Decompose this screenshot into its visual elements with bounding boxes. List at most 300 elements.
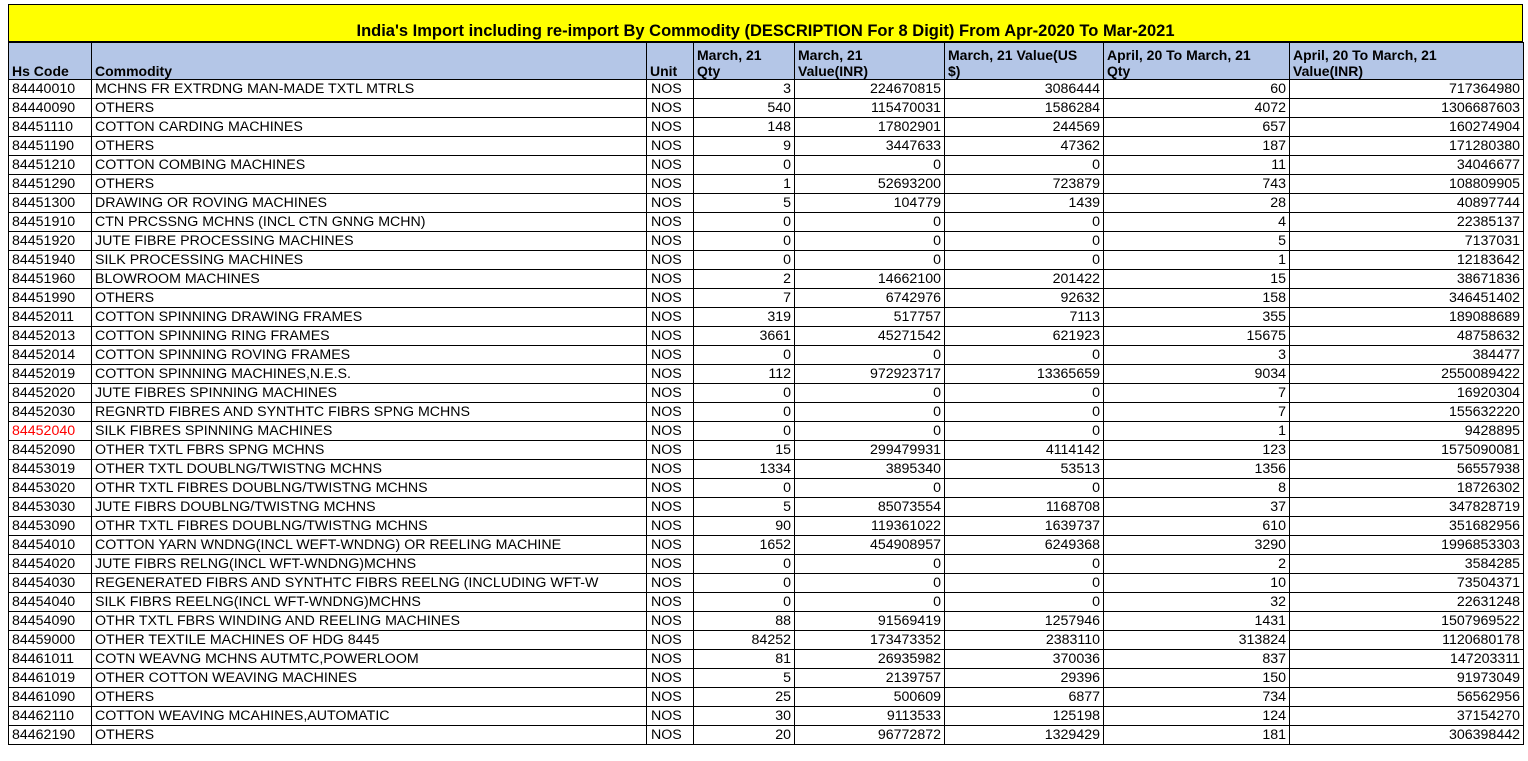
commodity-cell[interactable]: OTHER TEXTILE MACHINES OF HDG 8445	[92, 631, 647, 650]
ytd-value-inr-cell[interactable]: 155632220	[1290, 403, 1524, 422]
hs-code-cell[interactable]: 84440090	[9, 99, 92, 118]
ytd-value-inr-cell[interactable]: 56562956	[1290, 688, 1524, 707]
hs-code-cell[interactable]: 84452090	[9, 441, 92, 460]
march-qty-cell[interactable]: 1	[694, 175, 795, 194]
march-value-usd-cell[interactable]: 92632	[945, 289, 1104, 308]
march-qty-cell[interactable]: 319	[694, 308, 795, 327]
hs-code-cell[interactable]: 84452011	[9, 308, 92, 327]
march-qty-cell[interactable]: 25	[694, 688, 795, 707]
unit-cell[interactable]: NOS	[647, 555, 694, 574]
ytd-value-inr-cell[interactable]: 1575090081	[1290, 441, 1524, 460]
march-value-inr-cell[interactable]: 6742976	[795, 289, 945, 308]
unit-cell[interactable]: NOS	[647, 194, 694, 213]
commodity-cell[interactable]: OTHR TXTL FIBRES DOUBLNG/TWISTNG MCHNS	[92, 479, 647, 498]
march-value-usd-cell[interactable]: 125198	[945, 707, 1104, 726]
march-value-usd-cell[interactable]: 6249368	[945, 536, 1104, 555]
spreadsheet	[8, 4, 1523, 745]
hs-code-cell[interactable]: 84451960	[9, 270, 92, 289]
ytd-qty-cell[interactable]: 15675	[1104, 327, 1290, 346]
header-march-qty[interactable]: March, 21 Qty	[694, 43, 795, 80]
ytd-qty-cell[interactable]: 8	[1104, 479, 1290, 498]
march-value-usd-cell[interactable]: 13365659	[945, 365, 1104, 384]
hs-code-cell[interactable]: 84452030	[9, 403, 92, 422]
ytd-value-inr-cell[interactable]: 37154270	[1290, 707, 1524, 726]
hs-code-cell[interactable]: 84453030	[9, 498, 92, 517]
march-qty-cell[interactable]: 0	[694, 384, 795, 403]
unit-cell[interactable]: NOS	[647, 688, 694, 707]
march-qty-cell[interactable]: 81	[694, 650, 795, 669]
march-value-usd-cell[interactable]: 201422	[945, 270, 1104, 289]
hs-code-cell[interactable]: 84453090	[9, 517, 92, 536]
march-value-inr-cell[interactable]: 2139757	[795, 669, 945, 688]
commodity-cell[interactable]: OTHERS	[92, 289, 647, 308]
unit-cell[interactable]: NOS	[647, 346, 694, 365]
hs-code-cell[interactable]: 84452019	[9, 365, 92, 384]
unit-cell[interactable]: NOS	[647, 99, 694, 118]
march-value-usd-cell[interactable]: 6877	[945, 688, 1104, 707]
commodity-cell[interactable]: COTTON SPINNING ROVING FRAMES	[92, 346, 647, 365]
march-qty-cell[interactable]: 30	[694, 707, 795, 726]
march-value-usd-cell[interactable]: 29396	[945, 669, 1104, 688]
ytd-qty-cell[interactable]: 837	[1104, 650, 1290, 669]
march-value-usd-cell[interactable]: 723879	[945, 175, 1104, 194]
march-value-inr-cell[interactable]: 0	[795, 479, 945, 498]
ytd-value-inr-cell[interactable]: 34046677	[1290, 156, 1524, 175]
march-value-usd-cell[interactable]: 244569	[945, 118, 1104, 137]
unit-cell[interactable]: NOS	[647, 574, 694, 593]
march-value-usd-cell[interactable]: 4114142	[945, 441, 1104, 460]
commodity-cell[interactable]: OTHERS	[92, 726, 647, 745]
march-value-inr-cell[interactable]: 0	[795, 422, 945, 441]
hs-code-cell[interactable]: 84451910	[9, 213, 92, 232]
march-qty-cell[interactable]: 90	[694, 517, 795, 536]
hs-code-cell[interactable]: 84461019	[9, 669, 92, 688]
hs-code-cell[interactable]: 84462110	[9, 707, 92, 726]
report-title: India's Import including re-import By Commodity (DESCRIPTION For 8 Digit) From Apr-2020 To Mar-2021	[356, 22, 1175, 40]
commodity-cell[interactable]: COTTON WEAVING MCAHINES,AUTOMATIC	[92, 707, 647, 726]
commodity-cell[interactable]: OTHR TXTL FIBRES DOUBLNG/TWISTNG MCHNS	[92, 517, 647, 536]
march-qty-cell[interactable]: 0	[694, 422, 795, 441]
unit-cell[interactable]: NOS	[647, 479, 694, 498]
commodity-cell[interactable]: MCHNS FR EXTRDNG MAN-MADE TXTL MTRLS	[92, 80, 647, 99]
ytd-value-inr-cell[interactable]: 1120680178	[1290, 631, 1524, 650]
march-qty-cell[interactable]: 5	[694, 669, 795, 688]
hs-code-cell[interactable]: 84453019	[9, 460, 92, 479]
march-value-inr-cell[interactable]: 0	[795, 574, 945, 593]
unit-cell[interactable]: NOS	[647, 422, 694, 441]
ytd-value-inr-cell[interactable]: 9428895	[1290, 422, 1524, 441]
commodity-cell[interactable]: JUTE FIBRE PROCESSING MACHINES	[92, 232, 647, 251]
ytd-qty-cell[interactable]: 10	[1104, 574, 1290, 593]
unit-cell[interactable]: NOS	[647, 650, 694, 669]
ytd-value-inr-cell[interactable]: 22385137	[1290, 213, 1524, 232]
ytd-qty-cell[interactable]: 1431	[1104, 612, 1290, 631]
ytd-value-inr-cell[interactable]: 1507969522	[1290, 612, 1524, 631]
march-value-usd-cell[interactable]: 1329429	[945, 726, 1104, 745]
table-row	[9, 80, 1524, 99]
hs-code-cell[interactable]: 84452020	[9, 384, 92, 403]
ytd-value-inr-cell[interactable]: 347828719	[1290, 498, 1524, 517]
unit-cell[interactable]: NOS	[647, 289, 694, 308]
hs-code-cell[interactable]: 84440010	[9, 80, 92, 99]
ytd-qty-cell[interactable]: 181	[1104, 726, 1290, 745]
commodity-cell[interactable]: COTTON COMBING MACHINES	[92, 156, 647, 175]
header-commodity[interactable]: Commodity	[92, 43, 647, 80]
ytd-qty-cell[interactable]: 9034	[1104, 365, 1290, 384]
march-value-usd-cell[interactable]: 2383110	[945, 631, 1104, 650]
hs-code-cell[interactable]: 84451300	[9, 194, 92, 213]
march-qty-cell[interactable]: 0	[694, 232, 795, 251]
march-value-inr-cell[interactable]: 0	[795, 384, 945, 403]
hs-code-cell[interactable]: 84451940	[9, 251, 92, 270]
hs-code-cell[interactable]: 84462190	[9, 726, 92, 745]
march-value-usd-cell[interactable]: 7113	[945, 308, 1104, 327]
march-qty-cell[interactable]: 0	[694, 213, 795, 232]
hs-code-cell[interactable]: 84461011	[9, 650, 92, 669]
ytd-value-inr-cell[interactable]: 1306687603	[1290, 99, 1524, 118]
ytd-qty-cell[interactable]: 3290	[1104, 536, 1290, 555]
header-march-value-inr[interactable]: March, 21 Value(INR)	[795, 43, 945, 80]
hs-code-cell[interactable]: 84454030	[9, 574, 92, 593]
march-qty-cell[interactable]: 5	[694, 194, 795, 213]
ytd-qty-cell[interactable]: 1	[1104, 251, 1290, 270]
unit-cell[interactable]: NOS	[647, 498, 694, 517]
march-value-inr-cell[interactable]: 14662100	[795, 270, 945, 289]
march-value-usd-cell[interactable]: 370036	[945, 650, 1104, 669]
march-value-inr-cell[interactable]: 17802901	[795, 118, 945, 137]
ytd-qty-cell[interactable]: 610	[1104, 517, 1290, 536]
table-row	[9, 536, 1524, 555]
march-qty-cell[interactable]: 0	[694, 156, 795, 175]
march-value-inr-cell[interactable]: 0	[795, 555, 945, 574]
commodity-cell[interactable]: BLOWROOM MACHINES	[92, 270, 647, 289]
commodity-cell[interactable]: REGNRTD FIBRES AND SYNTHTC FIBRS SPNG MCHNS	[92, 403, 647, 422]
ytd-value-inr-cell[interactable]: 346451402	[1290, 289, 1524, 308]
ytd-qty-cell[interactable]: 743	[1104, 175, 1290, 194]
commodity-cell[interactable]: JUTE FIBRS DOUBLNG/TWISTNG MCHNS	[92, 498, 647, 517]
ytd-value-inr-cell[interactable]: 73504371	[1290, 574, 1524, 593]
ytd-value-inr-cell[interactable]: 16920304	[1290, 384, 1524, 403]
ytd-value-inr-cell[interactable]: 108809905	[1290, 175, 1524, 194]
table-row	[9, 308, 1524, 327]
march-value-inr-cell[interactable]: 26935982	[795, 650, 945, 669]
march-value-inr-cell[interactable]: 45271542	[795, 327, 945, 346]
unit-cell[interactable]: NOS	[647, 707, 694, 726]
ytd-qty-cell[interactable]: 7	[1104, 384, 1290, 403]
unit-cell[interactable]: NOS	[647, 403, 694, 422]
march-qty-cell[interactable]: 0	[694, 479, 795, 498]
hs-code-cell[interactable]: 84459000	[9, 631, 92, 650]
table-row	[9, 441, 1524, 460]
march-value-inr-cell[interactable]: 96772872	[795, 726, 945, 745]
commodity-cell[interactable]: OTHERS	[92, 137, 647, 156]
ytd-qty-cell[interactable]: 3	[1104, 346, 1290, 365]
march-value-inr-cell[interactable]: 52693200	[795, 175, 945, 194]
march-qty-cell[interactable]: 84252	[694, 631, 795, 650]
commodity-cell[interactable]: DRAWING OR ROVING MACHINES	[92, 194, 647, 213]
march-value-usd-cell[interactable]: 0	[945, 251, 1104, 270]
ytd-qty-cell[interactable]: 4	[1104, 213, 1290, 232]
march-value-usd-cell[interactable]: 0	[945, 555, 1104, 574]
march-value-usd-cell[interactable]: 0	[945, 346, 1104, 365]
march-qty-cell[interactable]: 1334	[694, 460, 795, 479]
unit-cell[interactable]: NOS	[647, 175, 694, 194]
hs-code-cell[interactable]: 84452014	[9, 346, 92, 365]
commodity-cell[interactable]: CTN PRCSSNG MCHNS (INCL CTN GNNG MCHN)	[92, 213, 647, 232]
unit-cell[interactable]: NOS	[647, 213, 694, 232]
march-qty-cell[interactable]: 148	[694, 118, 795, 137]
header-unit[interactable]: Unit	[647, 43, 694, 80]
commodity-cell[interactable]: COTTON SPINNING MACHINES,N.E.S.	[92, 365, 647, 384]
march-value-inr-cell[interactable]: 119361022	[795, 517, 945, 536]
march-value-inr-cell[interactable]: 500609	[795, 688, 945, 707]
ytd-qty-cell[interactable]: 11	[1104, 156, 1290, 175]
hs-code-cell[interactable]: 84452013	[9, 327, 92, 346]
march-qty-cell[interactable]: 0	[694, 555, 795, 574]
march-qty-cell[interactable]: 88	[694, 612, 795, 631]
unit-cell[interactable]: NOS	[647, 118, 694, 137]
hs-code-cell[interactable]: 84461090	[9, 688, 92, 707]
march-value-usd-cell[interactable]: 47362	[945, 137, 1104, 156]
march-qty-cell[interactable]: 112	[694, 365, 795, 384]
march-value-inr-cell[interactable]: 115470031	[795, 99, 945, 118]
march-value-inr-cell[interactable]: 9113533	[795, 707, 945, 726]
ytd-value-inr-cell[interactable]: 351682956	[1290, 517, 1524, 536]
march-qty-cell[interactable]: 3661	[694, 327, 795, 346]
ytd-qty-cell[interactable]: 187	[1104, 137, 1290, 156]
commodity-cell[interactable]: OTHER TXTL FBRS SPNG MCHNS	[92, 441, 647, 460]
unit-cell[interactable]: NOS	[647, 80, 694, 99]
march-qty-cell[interactable]: 5	[694, 498, 795, 517]
march-value-usd-cell[interactable]: 1586284	[945, 99, 1104, 118]
commodity-cell[interactable]: COTTON SPINNING RING FRAMES	[92, 327, 647, 346]
march-value-inr-cell[interactable]: 454908957	[795, 536, 945, 555]
commodity-cell[interactable]: OTHER COTTON WEAVING MACHINES	[92, 669, 647, 688]
commodity-cell[interactable]: SILK PROCESSING MACHINES	[92, 251, 647, 270]
commodity-cell[interactable]: COTTON CARDING MACHINES	[92, 118, 647, 137]
march-value-inr-cell[interactable]: 972923717	[795, 365, 945, 384]
header-ytd-value-inr[interactable]: April, 20 To March, 21 Value(INR)	[1290, 43, 1524, 80]
ytd-value-inr-cell[interactable]: 147203311	[1290, 650, 1524, 669]
march-value-inr-cell[interactable]: 173473352	[795, 631, 945, 650]
march-value-inr-cell[interactable]: 0	[795, 156, 945, 175]
march-value-inr-cell[interactable]: 0	[795, 232, 945, 251]
commodity-cell[interactable]: COTN WEAVNG MCHNS AUTMTC,POWERLOOM	[92, 650, 647, 669]
ytd-qty-cell[interactable]: 355	[1104, 308, 1290, 327]
march-value-inr-cell[interactable]: 224670815	[795, 80, 945, 99]
ytd-qty-cell[interactable]: 32	[1104, 593, 1290, 612]
header-march-value-usd[interactable]: March, 21 Value(US $)	[945, 43, 1104, 80]
unit-cell[interactable]: NOS	[647, 327, 694, 346]
commodity-cell[interactable]: OTHERS	[92, 99, 647, 118]
unit-cell[interactable]: NOS	[647, 536, 694, 555]
unit-cell[interactable]: NOS	[647, 517, 694, 536]
march-value-inr-cell[interactable]: 104779	[795, 194, 945, 213]
march-value-usd-cell[interactable]: 621923	[945, 327, 1104, 346]
hs-code-cell[interactable]: 84454040	[9, 593, 92, 612]
hs-code-cell[interactable]: 84454020	[9, 555, 92, 574]
march-value-inr-cell[interactable]: 517757	[795, 308, 945, 327]
march-value-usd-cell[interactable]: 1257946	[945, 612, 1104, 631]
unit-cell[interactable]: NOS	[647, 270, 694, 289]
ytd-qty-cell[interactable]: 734	[1104, 688, 1290, 707]
march-qty-cell[interactable]: 0	[694, 403, 795, 422]
unit-cell[interactable]: NOS	[647, 631, 694, 650]
unit-cell[interactable]: NOS	[647, 384, 694, 403]
unit-cell[interactable]: NOS	[647, 232, 694, 251]
commodity-cell[interactable]: JUTE FIBRES SPINNING MACHINES	[92, 384, 647, 403]
march-value-usd-cell[interactable]: 0	[945, 156, 1104, 175]
march-qty-cell[interactable]: 0	[694, 593, 795, 612]
hs-code-cell[interactable]: 84451210	[9, 156, 92, 175]
commodity-cell[interactable]: OTHER TXTL DOUBLNG/TWISTNG MCHNS	[92, 460, 647, 479]
hs-code-cell[interactable]: 84451920	[9, 232, 92, 251]
ytd-qty-cell[interactable]: 1	[1104, 422, 1290, 441]
table-row	[9, 555, 1524, 574]
unit-cell[interactable]: NOS	[647, 726, 694, 745]
ytd-value-inr-cell[interactable]: 22631248	[1290, 593, 1524, 612]
march-value-usd-cell[interactable]: 53513	[945, 460, 1104, 479]
ytd-value-inr-cell[interactable]: 56557938	[1290, 460, 1524, 479]
march-value-inr-cell[interactable]: 3447633	[795, 137, 945, 156]
march-value-inr-cell[interactable]: 3895340	[795, 460, 945, 479]
march-qty-cell[interactable]: 20	[694, 726, 795, 745]
hs-code-cell[interactable]: 84454010	[9, 536, 92, 555]
table-row	[9, 631, 1524, 650]
march-value-inr-cell[interactable]: 0	[795, 346, 945, 365]
commodity-cell[interactable]: JUTE FIBRS RELNG(INCL WFT-WNDNG)MCHNS	[92, 555, 647, 574]
march-qty-cell[interactable]: 0	[694, 251, 795, 270]
march-qty-cell[interactable]: 540	[694, 99, 795, 118]
march-value-usd-cell[interactable]: 0	[945, 574, 1104, 593]
march-value-inr-cell[interactable]: 0	[795, 593, 945, 612]
header-hs-code[interactable]: Hs Code	[9, 43, 92, 80]
commodity-cell[interactable]: SILK FIBRS REELNG(INCL WFT-WNDNG)MCHNS	[92, 593, 647, 612]
hs-code-cell[interactable]: 84451110	[9, 118, 92, 137]
ytd-qty-cell[interactable]: 15	[1104, 270, 1290, 289]
ytd-value-inr-cell[interactable]: 12183642	[1290, 251, 1524, 270]
header-ytd-qty[interactable]: April, 20 To March, 21 Qty	[1104, 43, 1290, 80]
hs-code-cell[interactable]: 84451290	[9, 175, 92, 194]
table-row	[9, 251, 1524, 270]
unit-cell[interactable]: NOS	[647, 365, 694, 384]
ytd-qty-cell[interactable]: 124	[1104, 707, 1290, 726]
ytd-value-inr-cell[interactable]: 171280380	[1290, 137, 1524, 156]
march-value-usd-cell[interactable]: 0	[945, 403, 1104, 422]
ytd-value-inr-cell[interactable]: 48758632	[1290, 327, 1524, 346]
march-qty-cell[interactable]: 0	[694, 574, 795, 593]
ytd-qty-cell[interactable]: 28	[1104, 194, 1290, 213]
ytd-qty-cell[interactable]: 60	[1104, 80, 1290, 99]
march-qty-cell[interactable]: 15	[694, 441, 795, 460]
march-value-usd-cell[interactable]: 1439	[945, 194, 1104, 213]
unit-cell[interactable]: NOS	[647, 441, 694, 460]
ytd-qty-cell[interactable]: 657	[1104, 118, 1290, 137]
ytd-value-inr-cell[interactable]: 2550089422	[1290, 365, 1524, 384]
march-qty-cell[interactable]: 1652	[694, 536, 795, 555]
title-bar	[8, 4, 1523, 42]
march-value-usd-cell[interactable]: 0	[945, 422, 1104, 441]
commodity-cell[interactable]: SILK FIBRES SPINNING MACHINES	[92, 422, 647, 441]
ytd-qty-cell[interactable]: 7	[1104, 403, 1290, 422]
ytd-value-inr-cell[interactable]: 160274904	[1290, 118, 1524, 137]
commodity-cell[interactable]: OTHERS	[92, 175, 647, 194]
unit-cell[interactable]: NOS	[647, 308, 694, 327]
unit-cell[interactable]: NOS	[647, 251, 694, 270]
march-value-usd-cell[interactable]: 1168708	[945, 498, 1104, 517]
ytd-qty-cell[interactable]: 4072	[1104, 99, 1290, 118]
march-value-usd-cell[interactable]: 3086444	[945, 80, 1104, 99]
march-value-inr-cell[interactable]: 0	[795, 251, 945, 270]
table-row	[9, 688, 1524, 707]
march-qty-cell[interactable]: 9	[694, 137, 795, 156]
ytd-value-inr-cell[interactable]: 18726302	[1290, 479, 1524, 498]
hs-code-cell[interactable]: 84451190	[9, 137, 92, 156]
march-value-usd-cell[interactable]: 0	[945, 384, 1104, 403]
march-value-inr-cell[interactable]: 299479931	[795, 441, 945, 460]
ytd-value-inr-cell[interactable]: 384477	[1290, 346, 1524, 365]
commodity-cell[interactable]: OTHERS	[92, 688, 647, 707]
unit-cell[interactable]: NOS	[647, 156, 694, 175]
march-qty-cell[interactable]: 7	[694, 289, 795, 308]
march-qty-cell[interactable]: 2	[694, 270, 795, 289]
march-qty-cell[interactable]: 0	[694, 346, 795, 365]
unit-cell[interactable]: NOS	[647, 669, 694, 688]
hs-code-cell[interactable]: 84452040	[9, 422, 92, 441]
ytd-qty-cell[interactable]: 2	[1104, 555, 1290, 574]
ytd-qty-cell[interactable]: 150	[1104, 669, 1290, 688]
ytd-value-inr-cell[interactable]: 3584285	[1290, 555, 1524, 574]
ytd-value-inr-cell[interactable]: 38671836	[1290, 270, 1524, 289]
ytd-qty-cell[interactable]: 313824	[1104, 631, 1290, 650]
ytd-value-inr-cell[interactable]: 717364980	[1290, 80, 1524, 99]
ytd-value-inr-cell[interactable]: 40897744	[1290, 194, 1524, 213]
march-value-inr-cell[interactable]: 85073554	[795, 498, 945, 517]
march-value-inr-cell[interactable]: 0	[795, 213, 945, 232]
ytd-qty-cell[interactable]: 37	[1104, 498, 1290, 517]
ytd-qty-cell[interactable]: 158	[1104, 289, 1290, 308]
ytd-qty-cell[interactable]: 1356	[1104, 460, 1290, 479]
ytd-value-inr-cell[interactable]: 7137031	[1290, 232, 1524, 251]
unit-cell[interactable]: NOS	[647, 593, 694, 612]
march-value-usd-cell[interactable]: 1639737	[945, 517, 1104, 536]
commodity-cell[interactable]: COTTON YARN WNDNG(INCL WEFT-WNDNG) OR REELING MACHINE	[92, 536, 647, 555]
march-value-usd-cell[interactable]: 0	[945, 232, 1104, 251]
commodity-cell[interactable]: COTTON SPINNING DRAWING FRAMES	[92, 308, 647, 327]
ytd-qty-cell[interactable]: 5	[1104, 232, 1290, 251]
march-value-inr-cell[interactable]: 91569419	[795, 612, 945, 631]
ytd-value-inr-cell[interactable]: 91973049	[1290, 669, 1524, 688]
commodity-cell[interactable]: OTHR TXTL FBRS WINDING AND REELING MACHINES	[92, 612, 647, 631]
march-value-usd-cell[interactable]: 0	[945, 593, 1104, 612]
unit-cell[interactable]: NOS	[647, 137, 694, 156]
ytd-value-inr-cell[interactable]: 306398442	[1290, 726, 1524, 745]
table-row	[9, 650, 1524, 669]
ytd-value-inr-cell[interactable]: 1996853303	[1290, 536, 1524, 555]
march-value-usd-cell[interactable]: 0	[945, 213, 1104, 232]
hs-code-cell[interactable]: 84454090	[9, 612, 92, 631]
march-qty-cell[interactable]: 3	[694, 80, 795, 99]
commodity-cell[interactable]: REGENERATED FIBRS AND SYNTHTC FIBRS REELNG (INCLUDING WFT-W	[92, 574, 647, 593]
unit-cell[interactable]: NOS	[647, 460, 694, 479]
hs-code-cell[interactable]: 84451990	[9, 289, 92, 308]
ytd-qty-cell[interactable]: 123	[1104, 441, 1290, 460]
march-value-usd-cell[interactable]: 0	[945, 479, 1104, 498]
hs-code-cell[interactable]: 84453020	[9, 479, 92, 498]
march-value-inr-cell[interactable]: 0	[795, 403, 945, 422]
unit-cell[interactable]: NOS	[647, 612, 694, 631]
ytd-value-inr-cell[interactable]: 189088689	[1290, 308, 1524, 327]
